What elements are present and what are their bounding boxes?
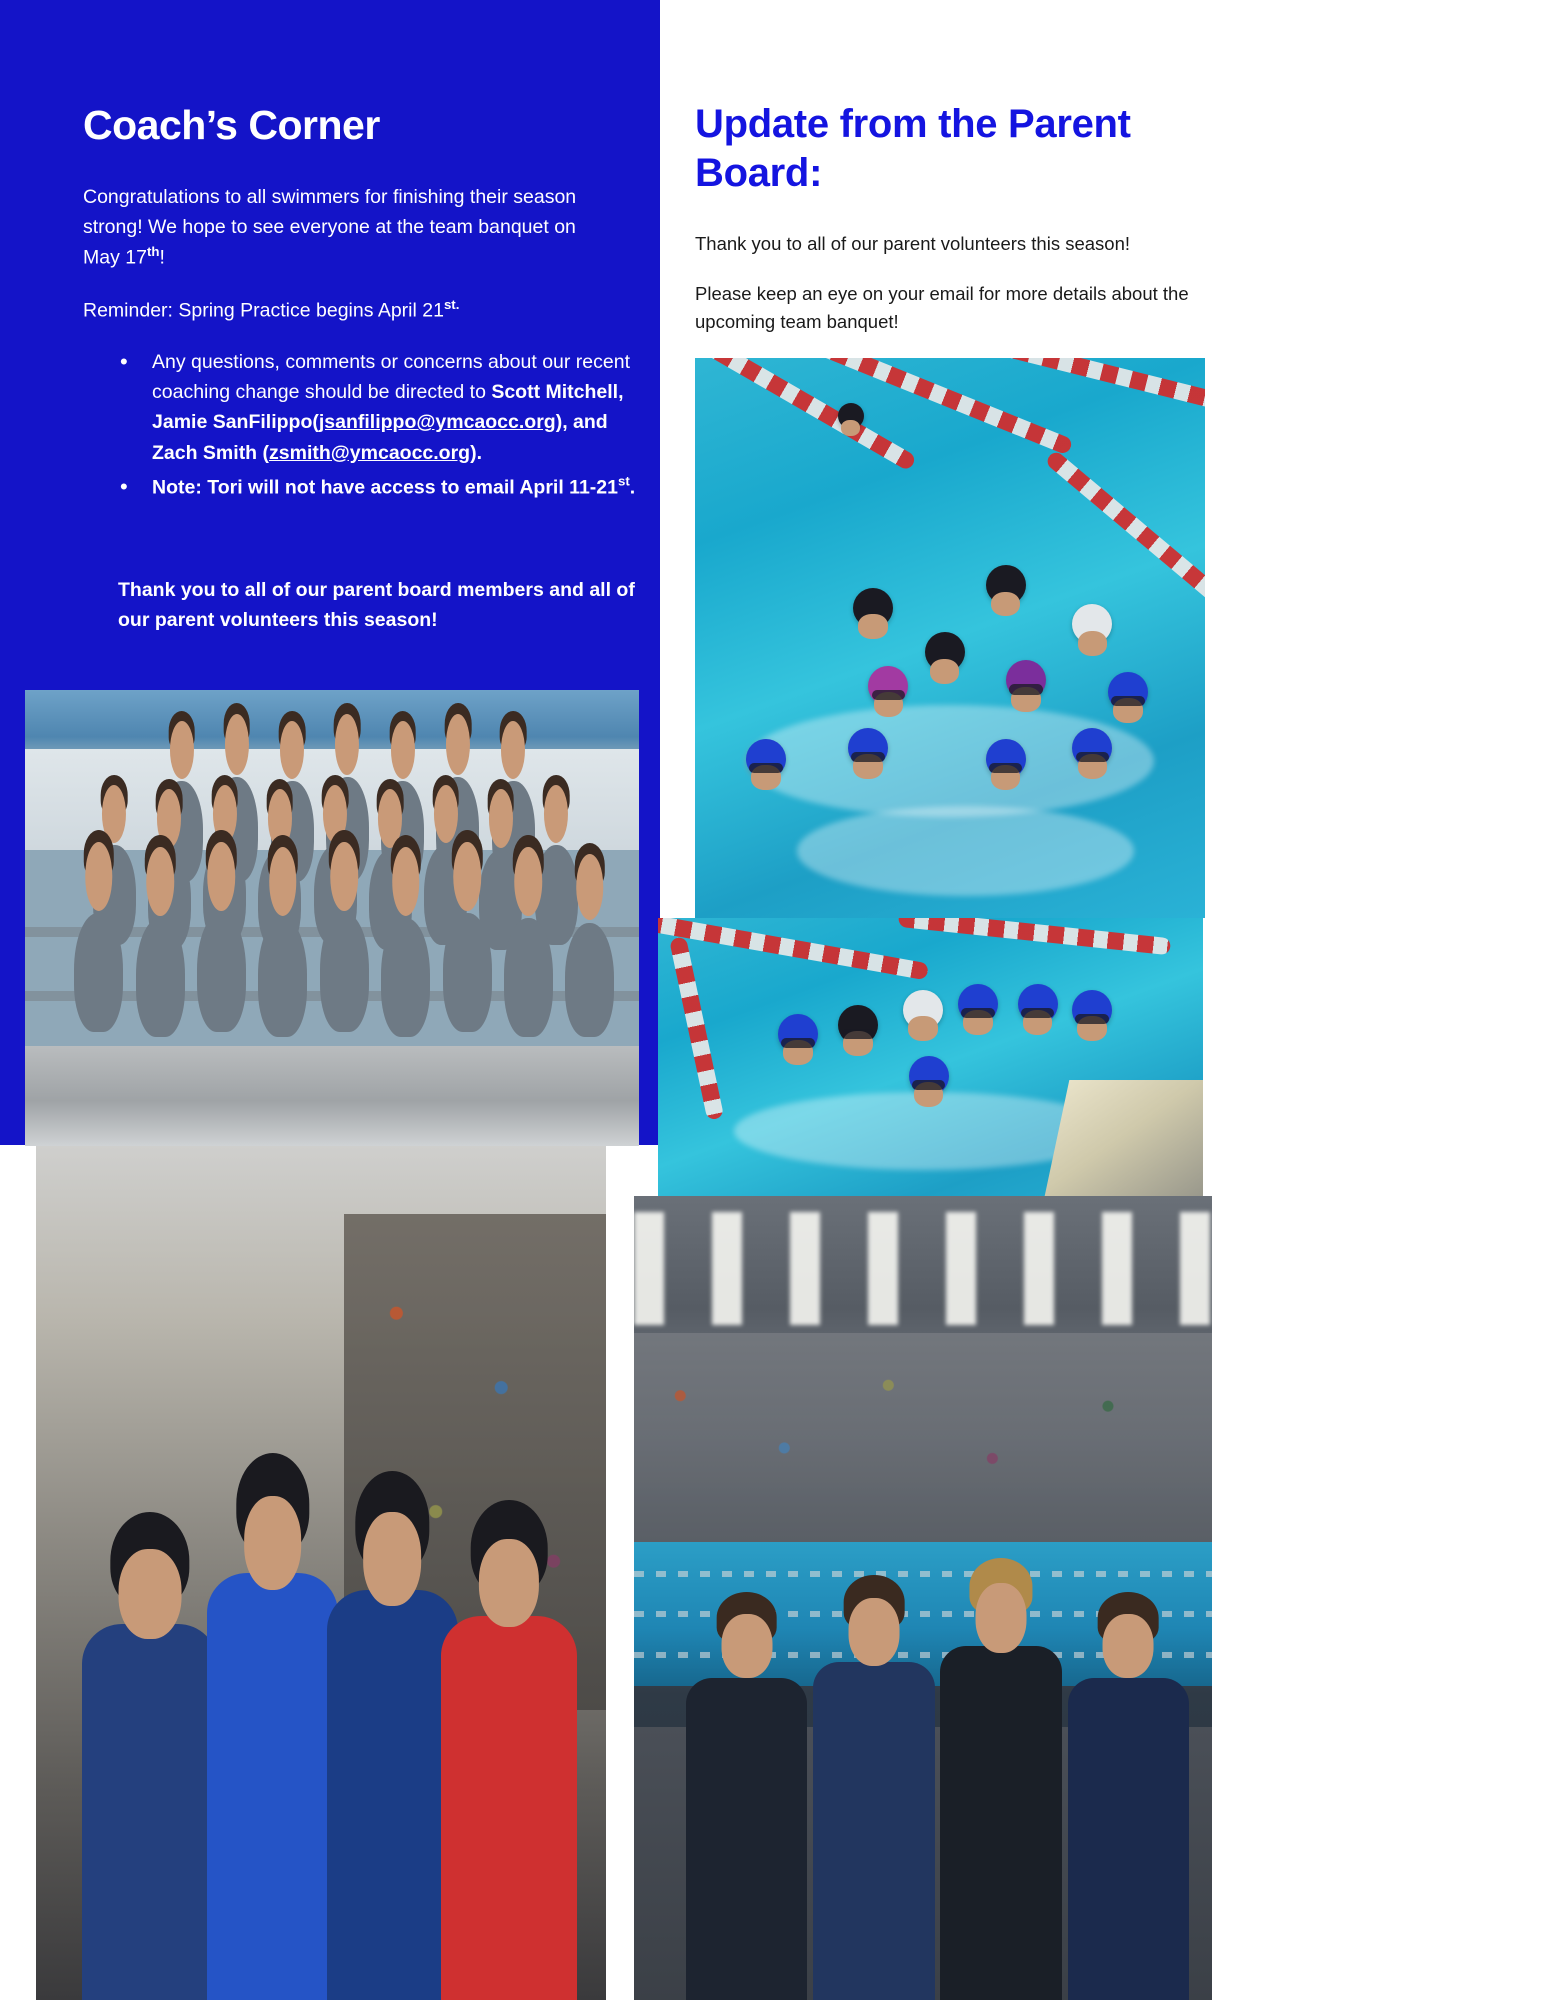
swimmer-head [838, 1005, 878, 1045]
face [721, 1614, 772, 1678]
face [858, 614, 888, 639]
head [434, 785, 458, 843]
coach-paragraph-1 [83, 183, 613, 273]
person [441, 1616, 578, 2000]
person [813, 1662, 934, 2000]
swimmer-head [746, 739, 786, 779]
face [244, 1496, 302, 1590]
crowd-background [634, 1333, 1212, 1542]
parent-board-paragraph-1: Thank you to all of our parent volunteers this season! [695, 233, 1131, 254]
water-splash [797, 806, 1134, 896]
person [686, 1678, 807, 2000]
coach-corner-title: Coach’s Corner [83, 102, 380, 148]
bullet-1-mid: ), and Zach Smith ( [152, 411, 608, 464]
head [544, 785, 568, 843]
swimmer-head [958, 984, 998, 1024]
swimmer-head [986, 565, 1026, 605]
swimmer-head [868, 666, 908, 706]
person [207, 1573, 338, 2000]
pool-swimmers-photo [695, 358, 1205, 918]
swimmer-head [848, 728, 888, 768]
bullet-1-text: Any questions, comments or concerns about our recent coaching change should be directed to [152, 351, 630, 404]
list-item [110, 347, 650, 468]
email-link-zsmith[interactable]: zsmith@ymcaocc.org [269, 441, 471, 464]
face [119, 1549, 182, 1639]
team-group-photo [25, 690, 639, 1146]
head [392, 847, 420, 916]
parent-board-title: Update from the Parent Board: [695, 102, 1131, 195]
person [327, 1590, 458, 2000]
face [479, 1539, 539, 1627]
face [841, 420, 860, 436]
swimmer-head [909, 1056, 949, 1096]
swimmer-head [1006, 660, 1046, 700]
person [443, 913, 492, 1032]
coach-paragraph-2 [83, 295, 613, 326]
list-item [110, 472, 650, 503]
swimmer-head [925, 632, 965, 672]
face [991, 592, 1021, 617]
goggles-icon [841, 1029, 875, 1039]
person [940, 1646, 1061, 2000]
person [504, 918, 553, 1037]
coach-paragraph-1-sup: th [146, 244, 160, 260]
swimmer-head [986, 739, 1026, 779]
face [908, 1016, 938, 1041]
person [82, 1624, 219, 2000]
swimmer-head [853, 588, 893, 628]
head [446, 714, 470, 775]
goggles-icon [749, 763, 783, 773]
face [1103, 1614, 1154, 1678]
bullet-1-names: Scott Mitchell, Jamie SanFilippo [152, 381, 624, 434]
goggles-icon [851, 752, 885, 762]
goggles-icon [1021, 1008, 1055, 1018]
coach-paragraph-1-tail: ! [159, 246, 165, 269]
head [208, 842, 236, 911]
head [391, 721, 415, 779]
head [280, 721, 304, 779]
person [197, 913, 246, 1032]
head [335, 714, 359, 775]
head [269, 847, 297, 916]
head [331, 842, 359, 911]
face [930, 659, 960, 684]
person [136, 918, 185, 1037]
swimmer-head [903, 990, 943, 1030]
face [976, 1583, 1027, 1654]
bullet-2-tail: . [629, 476, 636, 499]
head [225, 714, 249, 775]
head [515, 847, 543, 916]
coach-corner-body [83, 183, 613, 349]
head [146, 847, 174, 916]
person [1068, 1678, 1189, 2000]
bullet-1-paren-close: ). [470, 441, 483, 464]
bullet-1-paren-open: ( [312, 411, 319, 434]
goggles-icon [781, 1038, 815, 1048]
coach-paragraph-2-sup: st. [443, 297, 460, 313]
person [565, 923, 614, 1037]
person [74, 913, 123, 1032]
head [501, 721, 525, 779]
head [85, 842, 113, 911]
goggles-icon [1111, 696, 1145, 706]
swimmer-head [1018, 984, 1058, 1024]
face [848, 1598, 899, 1666]
face [363, 1512, 421, 1606]
girls-meet-photo [36, 1146, 606, 2000]
goggles-icon [1009, 684, 1043, 694]
swimmer-head [1072, 728, 1112, 768]
pool-girls-lineup-photo [658, 918, 1203, 1218]
person [381, 918, 430, 1037]
goggles-icon [1076, 752, 1110, 762]
coach-paragraph-1-text: Congratulations to all swimmers for finishing their season strong! We hope to see everyone at the team banquet on May 17 [83, 186, 577, 269]
parent-board-paragraph-2: Please keep an eye on your email for more details about the upcoming team banquet! [695, 282, 1189, 332]
photo-bg-floor [25, 1046, 639, 1146]
lane-line [634, 1571, 1212, 1577]
swimmer-head [1108, 672, 1148, 712]
head [453, 842, 481, 911]
coach-corner-bullet-list [110, 347, 650, 507]
bullet-2-text: Note: Tori will not have access to email April 11-21 [152, 476, 618, 499]
head [489, 789, 513, 847]
boys-meet-photo [634, 1196, 1212, 2000]
bullet-2-sup: st [617, 473, 630, 489]
goggles-icon [961, 1008, 995, 1018]
swimmer-head [1072, 990, 1112, 1030]
swimmer-head [1072, 604, 1112, 644]
head [576, 854, 604, 920]
person [320, 913, 369, 1032]
ceiling-lights [634, 1212, 1212, 1325]
swimmer-head-distant [838, 403, 864, 429]
person [258, 918, 307, 1037]
coach-paragraph-2-text: Reminder: Spring Practice begins April 21 [83, 299, 444, 322]
goggles-icon [1075, 1014, 1109, 1024]
goggles-icon [872, 690, 906, 700]
coach-corner-thanks: Thank you to all of our parent board members and all of our parent volunteers this season! [118, 579, 635, 632]
parent-board-body [695, 230, 1195, 357]
goggles-icon [989, 763, 1023, 773]
goggles-icon [912, 1080, 946, 1090]
swimmer-head [778, 1014, 818, 1054]
email-link-jsanfilippo[interactable]: jsanfilippo@ymcaocc.org [318, 411, 556, 434]
head [170, 721, 194, 779]
face [1078, 631, 1108, 656]
